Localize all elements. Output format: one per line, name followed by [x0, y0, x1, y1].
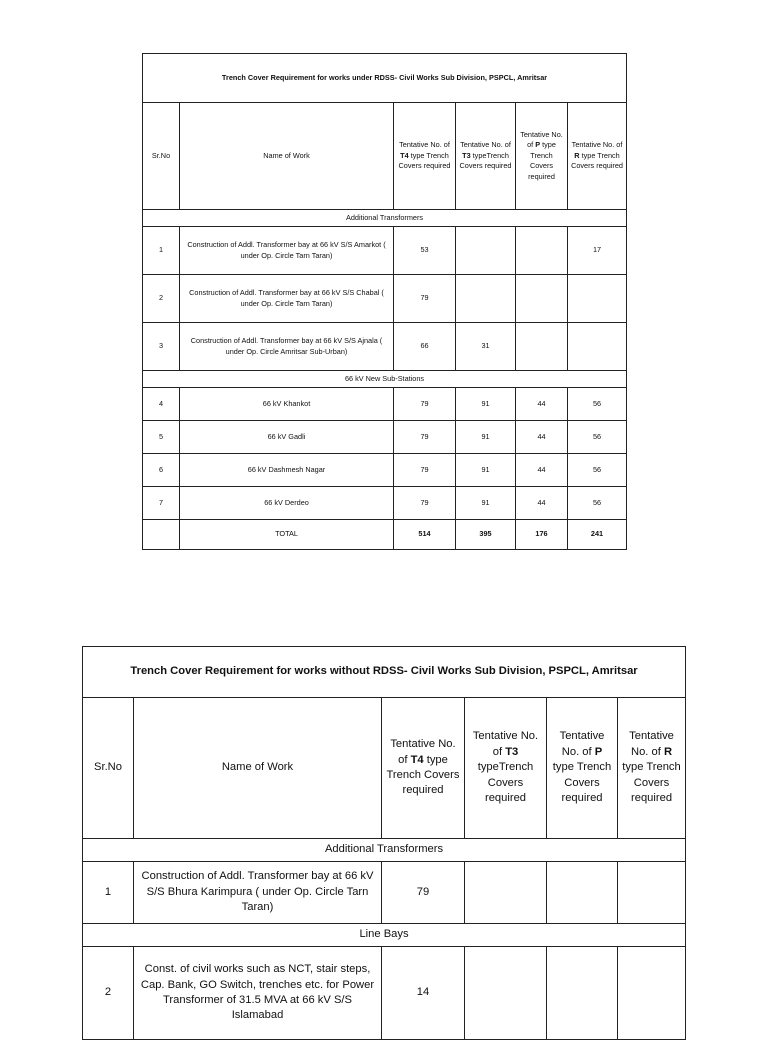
cell-name: 66 kV Derdeo	[180, 487, 394, 520]
table-row	[83, 862, 686, 924]
cell-r	[568, 323, 627, 371]
header-srno: Sr.No	[83, 698, 134, 839]
cell-srno: 2	[143, 275, 180, 323]
cell-p: 44	[516, 454, 568, 487]
header-row	[83, 698, 686, 839]
total-p: 176	[516, 520, 568, 550]
cell-name: Const. of civil works such as NCT, stair steps, Cap. Bank, GO Switch, trenches etc. for Power Transformer of 31.5 MVA at 66 kV S/S Islamabad	[134, 947, 382, 1040]
total-r: 241	[568, 520, 627, 550]
table-row	[143, 487, 627, 520]
table-title: Trench Cover Requirement for works under RDSS- Civil Works Sub Division, PSPCL, Amritsar	[143, 54, 627, 103]
table-title: Trench Cover Requirement for works without RDSS- Civil Works Sub Division, PSPCL, Amritsar	[83, 647, 686, 698]
cell-r	[568, 275, 627, 323]
cell-t4: 79	[382, 862, 465, 924]
cell-t4: 79	[394, 388, 456, 421]
cell-srno: 5	[143, 421, 180, 454]
total-row	[143, 520, 627, 550]
cell-r	[618, 862, 686, 924]
section-line-bays: Line Bays	[83, 924, 686, 947]
cell-t3	[465, 947, 547, 1040]
trench-cover-table-rdss	[142, 53, 627, 550]
cell-p	[547, 947, 618, 1040]
header-name: Name of Work	[180, 103, 394, 210]
header-t3: Tentative No. of T3 typeTrench Covers required	[465, 698, 547, 839]
table-row	[83, 947, 686, 1040]
cell-t4: 79	[394, 487, 456, 520]
table-row	[143, 227, 627, 275]
section-additional-transformers: Additional Transformers	[83, 839, 686, 862]
cell-t4: 14	[382, 947, 465, 1040]
cell-name: Construction of Addl. Transformer bay at 66 kV S/S Bhura Karimpura ( under Op. Circle Tarn Taran)	[134, 862, 382, 924]
cell-t4: 79	[394, 421, 456, 454]
cell-t3: 91	[456, 487, 516, 520]
cell-name: Construction of Addl. Transformer bay at 66 kV S/S Ajnala ( under Op. Circle Amritsar Sub-Urban)	[180, 323, 394, 371]
cell-srno: 4	[143, 388, 180, 421]
cell-empty	[143, 520, 180, 550]
cell-srno: 6	[143, 454, 180, 487]
header-p: Tentative No. of P type Trench Covers required	[516, 103, 568, 210]
cell-p	[547, 862, 618, 924]
cell-p: 44	[516, 421, 568, 454]
cell-p	[516, 227, 568, 275]
header-t4: Tentative No. of T4 type Trench Covers required	[394, 103, 456, 210]
header-r: Tentative No. of R type Trench Covers required	[568, 103, 627, 210]
trench-cover-table-without-rdss	[82, 646, 686, 1040]
cell-srno: 3	[143, 323, 180, 371]
cell-name: Construction of Addl. Transformer bay at 66 kV S/S Chabal ( under Op. Circle Tarn Taran)	[180, 275, 394, 323]
cell-r: 56	[568, 421, 627, 454]
cell-p: 44	[516, 388, 568, 421]
header-p: Tentative No. of P type Trench Covers required	[547, 698, 618, 839]
cell-r: 56	[568, 388, 627, 421]
cell-t3: 91	[456, 454, 516, 487]
table-row	[143, 323, 627, 371]
cell-r: 56	[568, 454, 627, 487]
cell-name: Construction of Addl. Transformer bay at 66 kV S/S Amarkot ( under Op. Circle Tarn Taran)	[180, 227, 394, 275]
cell-r: 56	[568, 487, 627, 520]
section-new-substations: 66 kV New Sub-Stations	[143, 371, 627, 388]
header-row	[143, 103, 627, 210]
header-t3: Tentative No. of T3 typeTrench Covers required	[456, 103, 516, 210]
cell-t4: 79	[394, 454, 456, 487]
cell-name: 66 kV Gadli	[180, 421, 394, 454]
cell-srno: 7	[143, 487, 180, 520]
cell-srno: 2	[83, 947, 134, 1040]
total-label: TOTAL	[180, 520, 394, 550]
total-t4: 514	[394, 520, 456, 550]
cell-srno: 1	[143, 227, 180, 275]
cell-srno: 1	[83, 862, 134, 924]
table-row	[143, 421, 627, 454]
header-name: Name of Work	[134, 698, 382, 839]
header-t4: Tentative No. of T4 type Trench Covers required	[382, 698, 465, 839]
cell-r: 17	[568, 227, 627, 275]
table-row	[143, 275, 627, 323]
cell-t3: 91	[456, 421, 516, 454]
cell-t3: 31	[456, 323, 516, 371]
cell-p	[516, 323, 568, 371]
header-r: Tentative No. of R type Trench Covers required	[618, 698, 686, 839]
cell-name: 66 kV Khankot	[180, 388, 394, 421]
cell-r	[618, 947, 686, 1040]
table-row	[143, 388, 627, 421]
cell-p	[516, 275, 568, 323]
table-row	[143, 454, 627, 487]
header-srno: Sr.No	[143, 103, 180, 210]
cell-t4: 66	[394, 323, 456, 371]
cell-t3	[465, 862, 547, 924]
cell-t4: 53	[394, 227, 456, 275]
cell-t4: 79	[394, 275, 456, 323]
cell-p: 44	[516, 487, 568, 520]
section-additional-transformers: Additional Transformers	[143, 210, 627, 227]
cell-name: 66 kV Dashmesh Nagar	[180, 454, 394, 487]
cell-t3	[456, 275, 516, 323]
cell-t3	[456, 227, 516, 275]
total-t3: 395	[456, 520, 516, 550]
cell-t3: 91	[456, 388, 516, 421]
